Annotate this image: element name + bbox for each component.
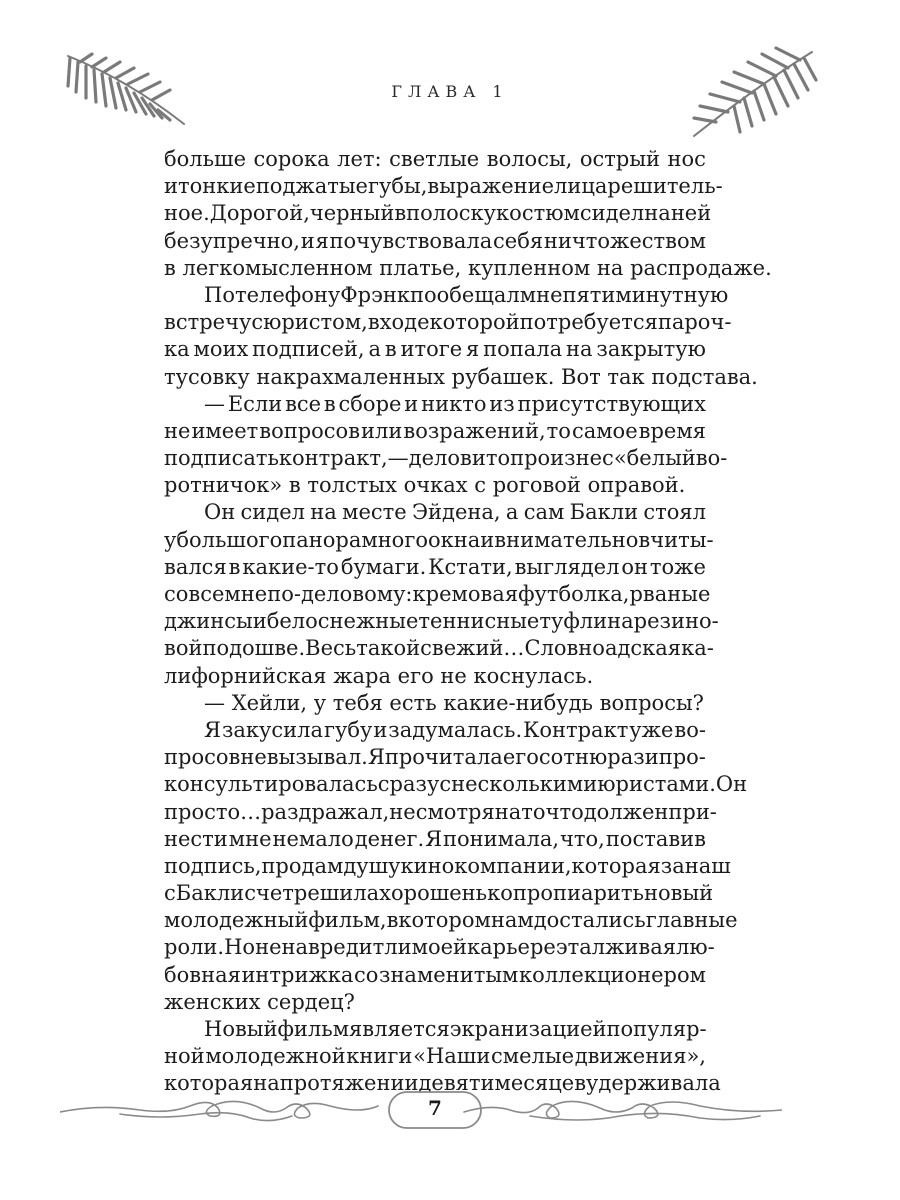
text-line: вался в какие-то бумаги. Кстати, выглядел он тоже — [164, 554, 706, 579]
text-line: Новый фильм является экранизацией популяр- — [204, 1017, 707, 1041]
text-line: бовная интрижка со знаменитым коллекционером — [164, 962, 706, 987]
body-text — [164, 146, 772, 1098]
text-line: с Бакли счет решила хорошенько пропиарить новый — [164, 881, 714, 906]
text-line: — Хейли, у тебя есть какие-нибудь вопросы? — [204, 690, 704, 715]
text-line: По телефону Фрэнк пообещал мне пятиминутную — [204, 282, 729, 307]
text-line: просов не вызывал. Я прочитала его сотню раз и про- — [164, 745, 706, 770]
text-line: — Если все в сборе и никто из присутствующих — [204, 391, 706, 416]
text-line: больше сорока лет: светлые волосы, острый нос — [164, 147, 706, 171]
text-line: тусовку накрахмаленных рубашек. Вот так подстава. — [164, 364, 758, 389]
text-line: вой подошве. Весь такой свежий… Словно адская ка- — [164, 636, 714, 661]
text-line: консультировалась сразу с несколькими юристами. Он — [164, 772, 748, 797]
text-line: подписать контракт, — деловито произнес «белый во- — [164, 446, 728, 471]
text-line: просто… раздражал, несмотря на то что должен при- — [164, 799, 717, 824]
text-line: и тонкие поджатые губы, выражение лица решитель- — [164, 174, 723, 199]
text-line: не имеет вопросов или возражений, то самое время — [164, 418, 706, 443]
page-number: 7 — [428, 1096, 442, 1120]
chapter-header: ГЛАВА 1 — [391, 82, 509, 101]
text-line: безупречно, и я почувствовала себя ничтожеством — [164, 228, 706, 253]
text-line: встречу с юристом, в ходе которой потребуется пароч- — [164, 310, 732, 335]
text-line: совсем не по-деловому: кремовая футболка, рваные — [164, 582, 711, 606]
text-line: Я закусила губу и задумалась. Контракт уже во- — [204, 717, 706, 742]
text-line: у большого панорамного окна и внимательно вчиты- — [164, 527, 714, 552]
text-line: ка моих подписей, а в итоге я попала на закрытую — [164, 337, 706, 362]
text-line: нести мне немало денег. Я понимала, что, поставив — [164, 826, 706, 851]
text-line: Он сидел на месте Эйдена, а сам Бакли стоял — [204, 500, 706, 525]
text-line: джинсы и белоснежные теннисные туфли на резино- — [164, 609, 719, 634]
text-line: подпись, продам душу кинокомпании, которая за наш — [164, 853, 731, 878]
text-line: лифорнийская жара его не коснулась. — [164, 663, 594, 688]
text-line: молодежный фильм, в котором нам достались главные — [164, 908, 738, 933]
text-line: ное. Дорогой, черный в полоску костюм сидел на ней — [164, 201, 712, 226]
text-line: в легкомысленном платье, купленном на распродаже. — [164, 255, 772, 280]
text-line: женских сердец? — [164, 989, 355, 1014]
text-line: которая на протяжении девяти месяцев удерживала — [164, 1071, 721, 1096]
text-line: роли. Но не навредит ли моей карьере эта лживая лю- — [164, 935, 715, 960]
text-line: ротничок» в толстых очках с роговой оправой. — [164, 473, 686, 498]
text-line: ной молодежной книги «Наши смелые движения», — [164, 1044, 706, 1069]
